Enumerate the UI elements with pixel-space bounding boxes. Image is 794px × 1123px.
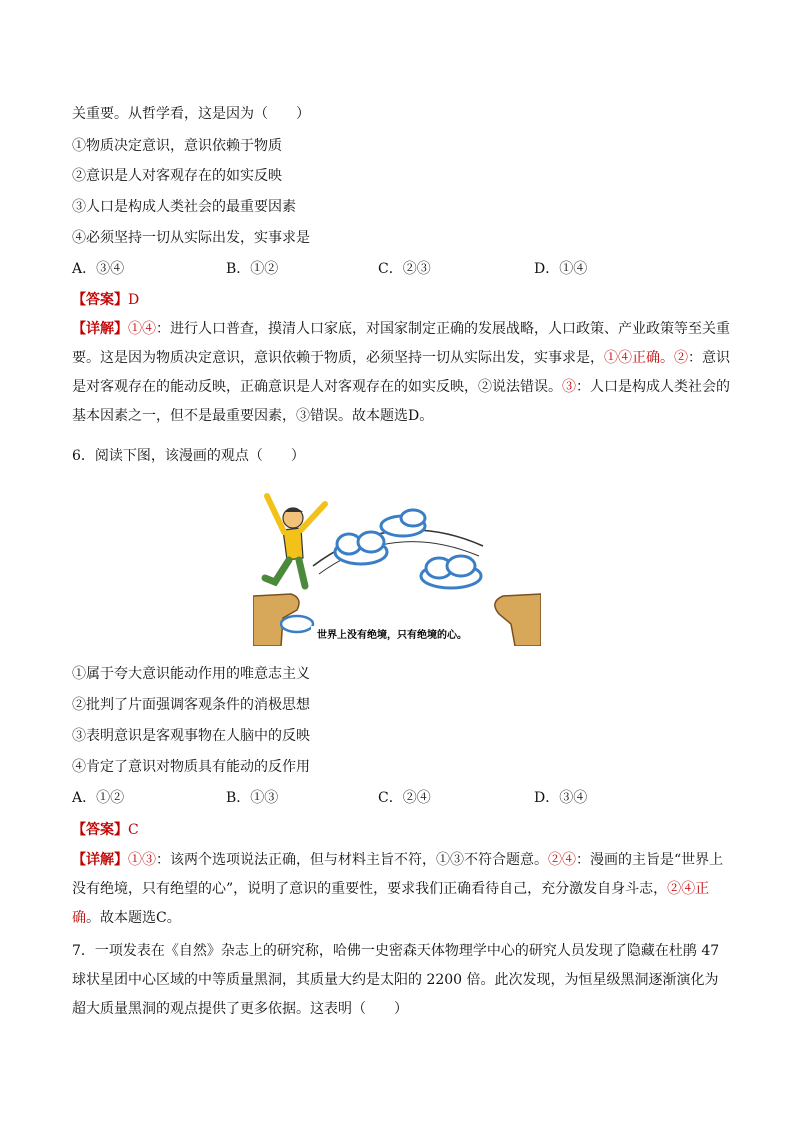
q6-answer (72, 820, 139, 840)
detail-highlight: ③ (562, 379, 576, 395)
comic-caption: 世界上没有绝境，只有绝境的心。 (317, 630, 467, 641)
detail-text: 。故本题选C。 (86, 910, 181, 926)
q5-item-1: ①物质决定意识，意识依赖于物质 (72, 138, 282, 154)
q6-item-4: ④肯定了意识对物质具有能动的反作用 (72, 759, 310, 775)
comic-image (253, 486, 541, 646)
answer-tag: 【答案】 (72, 822, 128, 838)
q5-item-3: ③人口是构成人类社会的最重要因素 (72, 199, 296, 215)
detail-text: ：漫画的主旨是“世界上没有绝境，只有绝望的心”，说明了意识的重要性，要求我们正确看待自己，充分激发自身斗志， (72, 852, 724, 897)
q6-item-2: ②批判了片面强调客观条件的消极思想 (72, 697, 310, 713)
detail-tag: 【详解】 (72, 852, 128, 868)
answer-value: D (128, 292, 140, 308)
detail-highlight: ②④正确 (72, 881, 710, 926)
q6-option-b: B．①③ (226, 790, 279, 806)
detail-text: ：意识是对客观存在的能动反映，正确意识是人对客观存在的如实反映，②说法错误。 (72, 350, 730, 395)
q6-option-d: D．③④ (534, 790, 588, 806)
q5-stem-tail: 关重要。从哲学看，这是因为（ ） (72, 106, 310, 122)
q5-option-a: A．③④ (72, 261, 125, 277)
q6-option-a: A．①② (72, 790, 125, 806)
detail-text: ：该两个选项说法正确，但与材料主旨不符，①③不符合题意。 (156, 852, 548, 868)
detail-text: ：人口是构成人类社会的基本因素之一，但不是最重要因素，③错误。故本题选D。 (72, 379, 730, 424)
q6-option-c: C．②④ (378, 790, 431, 806)
answer-tag: 【答案】 (72, 292, 128, 308)
q6-item-1: ①属于夸大意识能动作用的唯意志主义 (72, 666, 310, 682)
q6-stem: 6．阅读下图，该漫画的观点（ ） (72, 448, 305, 464)
detail-highlight: ①④ (128, 321, 156, 337)
q5-option-d: D．①④ (534, 261, 588, 277)
answer-value: C (128, 822, 139, 838)
q6-item-3: ③表明意识是客观事物在人脑中的反映 (72, 728, 310, 744)
q5-item-2: ②意识是人对客观存在的如实反映 (72, 168, 282, 184)
q6-detail (72, 846, 732, 933)
detail-highlight: ①④正确。② (604, 350, 688, 366)
q5-option-b: B．①② (226, 261, 279, 277)
detail-highlight: ②④ (548, 852, 576, 868)
q5-answer (72, 290, 139, 310)
comic-illustration (253, 486, 541, 646)
q5-item-4: ④必须坚持一切从实际出发，实事求是 (72, 230, 310, 246)
detail-tag: 【详解】 (72, 321, 128, 337)
q5-detail (72, 315, 732, 431)
q5-option-c: C．②③ (378, 261, 431, 277)
detail-highlight: ①③ (128, 852, 156, 868)
detail-text: ：进行人口普查，摸清人口家底，对国家制定正确的发展战略，人口政策、产业政策等至关重要。这是因为物质决定意识，意识依赖于物质，必须坚持一切从实际出发，实事求是， (72, 321, 730, 366)
q7-stem: 7．一项发表在《自然》杂志上的研究称，哈佛一史密森天体物理学中心的研究人员发现了隐藏在杜鹃 47 球状星团中心区域的中等质量黑洞，其质量大约是太阳的 2200 倍。此次发现，为恒星级黑洞逐渐演化为超大质量黑洞的观点提供了更多依据。这表明（ ） (72, 943, 720, 1017)
